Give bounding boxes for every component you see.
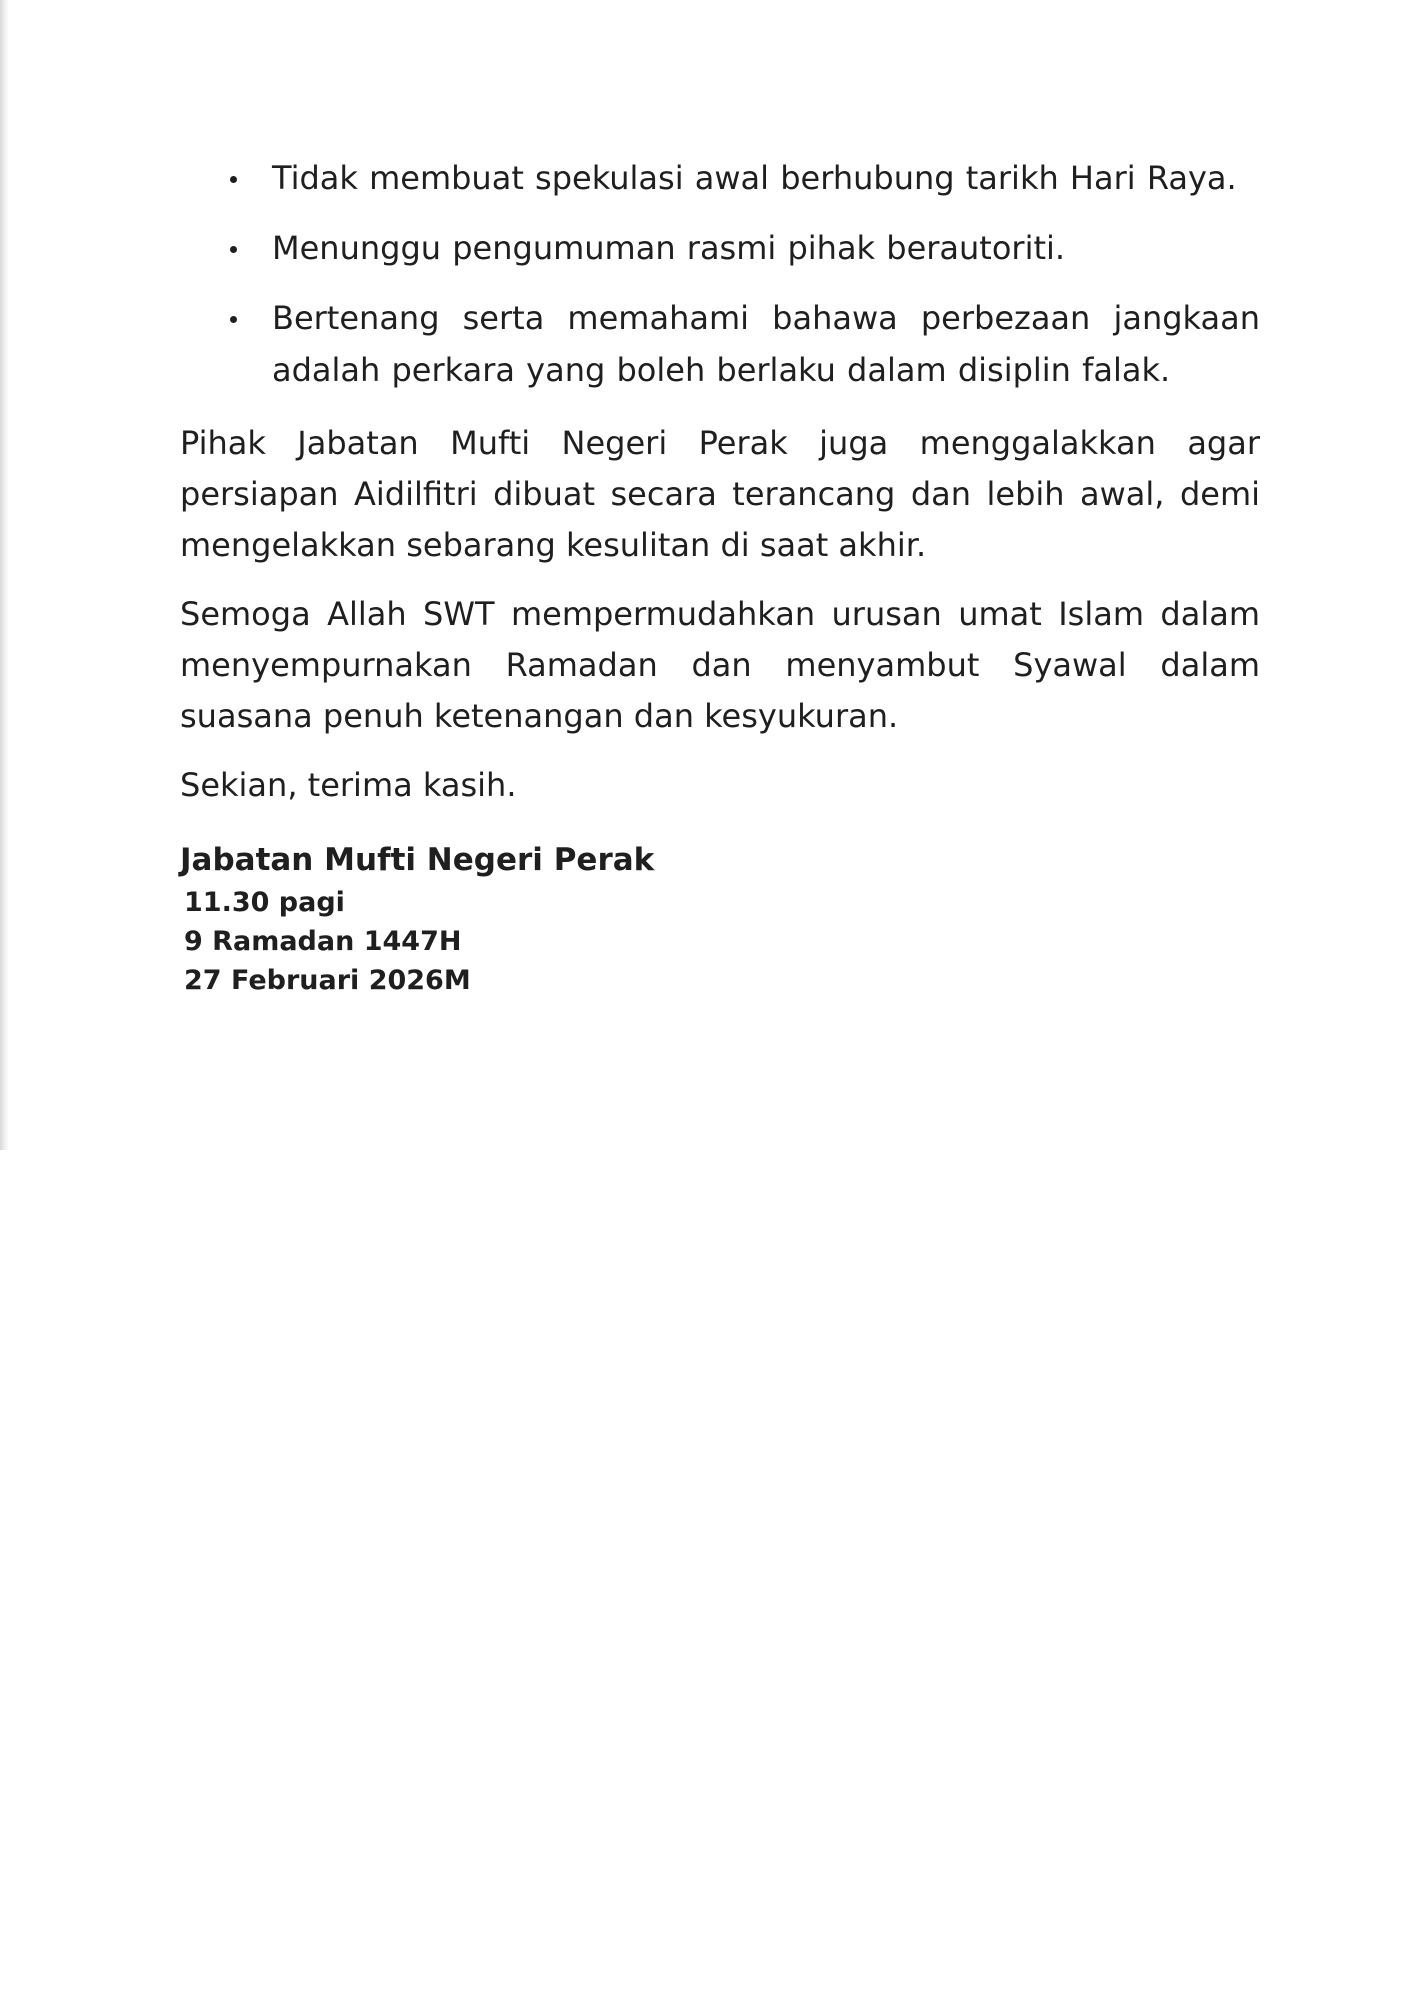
bullet-item: Menunggu pengumuman rasmi pihak berautoriti. bbox=[180, 222, 1260, 274]
document-body bbox=[180, 152, 1260, 1000]
signature-organization: Jabatan Mufti Negeri Perak bbox=[180, 842, 655, 878]
signature-time: 11.30 pagi bbox=[184, 887, 345, 918]
bullet-item: Bertenang serta memahami bahawa perbezaan jangkaan adalah perkara yang boleh berlaku dalam disiplin falak. bbox=[180, 292, 1260, 396]
signature-hijri-date: 9 Ramadan 1447H bbox=[184, 926, 462, 957]
signature-block bbox=[180, 837, 1260, 1000]
paragraph-preparation: Pihak Jabatan Mufti Negeri Perak juga menggalakkan agar persiapan Aidilfitri dibuat secara terancang dan lebih awal, demi mengelakkan sebarang kesulitan di saat akhir. bbox=[180, 424, 1260, 564]
bullet-item: Tidak membuat spekulasi awal berhubung tarikh Hari Raya. bbox=[180, 152, 1260, 204]
scan-shadow-edge bbox=[0, 0, 9, 1150]
paragraph-prayer: Semoga Allah SWT mempermudahkan urusan umat Islam dalam menyempurnakan Ramadan dan menyambut Syawal dalam suasana penuh ketenangan dan kesyukuran. bbox=[180, 595, 1260, 735]
closing-remark: Sekian, terima kasih. bbox=[180, 766, 517, 804]
advice-bullet-list bbox=[180, 152, 1260, 396]
signature-gregorian-date: 27 Februari 2026M bbox=[184, 965, 471, 996]
